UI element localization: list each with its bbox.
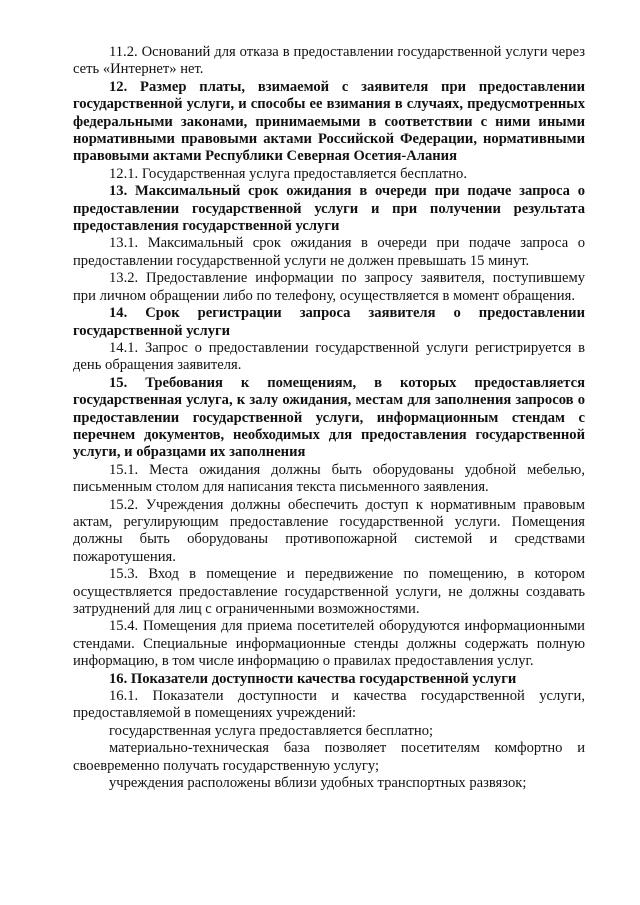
heading-section-16: 16. Показатели доступности качества государственной услуги bbox=[109, 670, 517, 687]
paragraph-12-1: 12.1. Государственная услуга предоставляется бесплатно. bbox=[109, 165, 468, 182]
paragraph-13-2: 13.2. Предоставление информации по запросу заявителя, поступившему при личном обращении либо по телефону, осуществляется в момент обращения. bbox=[73, 270, 585, 304]
paragraph-13-1: 13.1. Максимальный срок ожидания в очереди при подаче запроса о предоставлении государственной услуги не должен превышать 15 минут. bbox=[73, 235, 585, 269]
heading-section-14: 14. Срок регистрации запроса заявителя о предоставлении государственной услуги bbox=[73, 305, 585, 339]
heading-section-12: 12. Размер платы, взимаемой с заявителя при предоставлении государственной услуги, и способы ее взимания в случаях, предусмотренных федеральными законами, принимаемыми в соответствии с ними иными нормативными правовыми актами Российской Федерации, нормативными правовыми актами Республики Северная Осетия-Алания bbox=[73, 78, 585, 165]
paragraph-15-1: 15.1. Места ожидания должны быть оборудованы удобной мебелью, письменным столом для написания текста письменного заявления. bbox=[73, 461, 585, 496]
paragraph-14-1: 14.1. Запрос о предоставлении государственной услуги регистрируется в день обращения заявителя. bbox=[73, 339, 585, 374]
list-item: учреждения расположены вблизи удобных транспортных развязок; bbox=[109, 775, 527, 792]
paragraph-15-3: 15.3. Вход в помещение и передвижение по помещению, в котором осуществляется предоставление государственной услуги, не должны создавать затруднений для лиц с ограниченными возможностями. bbox=[73, 566, 585, 617]
list-item: материально-техническая база позволяет посетителям комфортно и своевременно получать государственную услугу; bbox=[73, 740, 585, 774]
paragraph-16-1: 16.1. Показатели доступности и качества государственной услуги, предоставляемой в помещениях учреждений: bbox=[73, 688, 585, 722]
list-item: государственная услуга предоставляется бесплатно; bbox=[109, 722, 434, 739]
paragraph-15-2: 15.2. Учреждения должны обеспечить доступ к нормативным правовым актам, регулирующим предоставление государственной услуги. Помещения должны быть оборудованы противопожарной системой и средствами пожаротушения. bbox=[73, 496, 585, 565]
document-page bbox=[73, 44, 585, 792]
paragraph-11-2: 11.2. Оснований для отказа в предоставлении государственной услуги через сеть «Интернет» нет. bbox=[73, 44, 585, 78]
heading-section-15: 15. Требования к помещениям, в которых предоставляется государственная услуга, к залу ожидания, местам для заполнения запросов о предоставлении государственной услуги, информационным стендам с перечнем документов, необходимых для предоставления государственной услуги, и образцами их заполнения bbox=[73, 374, 585, 461]
heading-section-13: 13. Максимальный срок ожидания в очереди при подаче запроса о предоставлении государственной услуги и при получении результата предоставления государственной услуги bbox=[73, 183, 585, 235]
paragraph-15-4: 15.4. Помещения для приема посетителей оборудуются информационными стендами. Специальные информационные стенды должны содержать полную информацию, в том числе информацию о правилах предоставления услуг. bbox=[73, 618, 585, 670]
